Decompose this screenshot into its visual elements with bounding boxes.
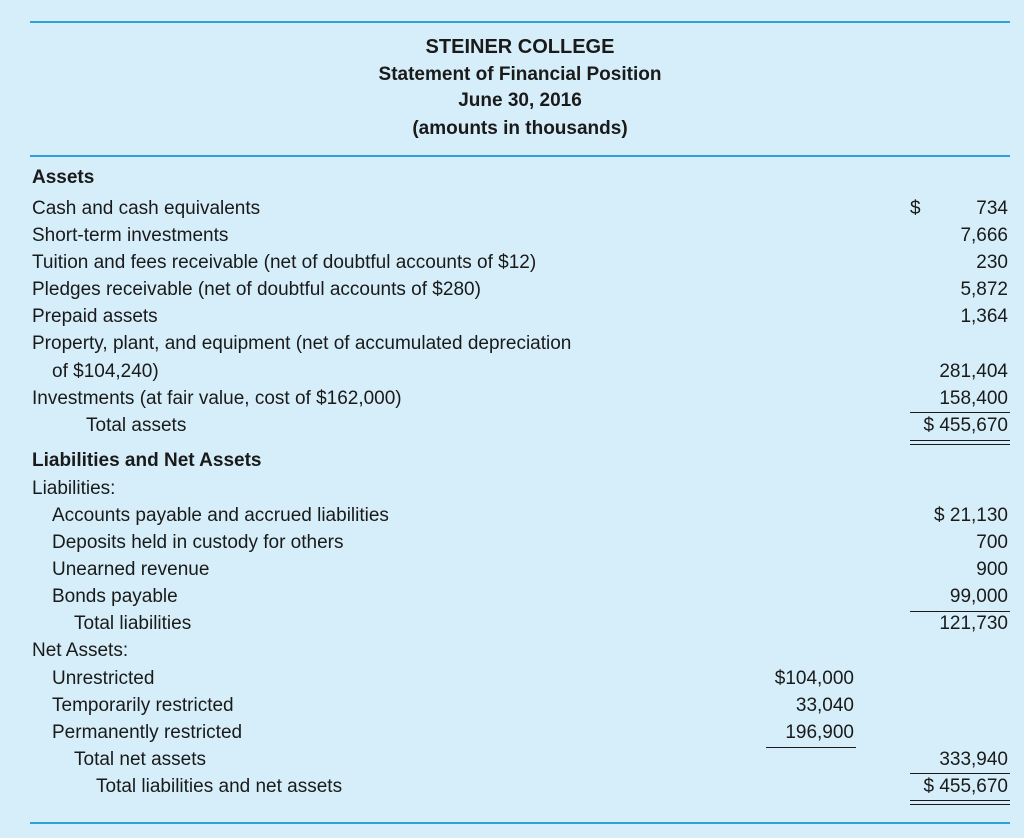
- total-assets-value: $ 455,670: [923, 415, 1008, 436]
- total-net-assets-label: Total net assets: [74, 749, 207, 770]
- tuition-receivable-value: 230: [976, 252, 1008, 273]
- total-liabilities-net-assets-label: Total liabilities and net assets: [96, 776, 343, 797]
- top-rule: [30, 21, 1010, 23]
- total-liabilities-label: Total liabilities: [74, 613, 192, 634]
- statement-title: Statement of Financial Position: [378, 64, 662, 85]
- cash-label: Cash and cash equivalents: [32, 198, 261, 219]
- unrestricted-value: $104,000: [774, 668, 854, 689]
- amounts-note: (amounts in thousands): [412, 118, 628, 139]
- permanently-restricted-value: 196,900: [785, 722, 854, 743]
- net-assets-subheading: Net Assets:: [32, 640, 129, 661]
- accounts-payable-value: $ 21,130: [934, 505, 1008, 526]
- investments-label: Investments (at fair value, cost of $162,000): [32, 388, 402, 409]
- college-name: STEINER COLLEGE: [425, 36, 615, 58]
- short-term-investments-value: 7,666: [960, 225, 1008, 246]
- bonds-underline: [910, 611, 1010, 612]
- short-term-investments-label: Short-term investments: [32, 225, 229, 246]
- temporarily-restricted-label: Temporarily restricted: [52, 695, 234, 716]
- permanently-restricted-label: Permanently restricted: [52, 722, 243, 743]
- deposits-held-label: Deposits held in custody for others: [52, 532, 344, 553]
- ppe-label-line1: Property, plant, and equipment (net of accumulated depreciation: [32, 333, 572, 354]
- prepaid-assets-label: Prepaid assets: [32, 306, 158, 327]
- total-liabilities-value: 121,730: [939, 613, 1008, 634]
- unrestricted-label: Unrestricted: [52, 668, 155, 689]
- statement-date: June 30, 2016: [458, 90, 582, 111]
- deposits-held-value: 700: [976, 532, 1008, 553]
- cash-value: 734: [976, 198, 1008, 219]
- tuition-receivable-label: Tuition and fees receivable (net of doubtful accounts of $12): [32, 252, 537, 273]
- grand-total-double-underline-2: [910, 804, 1010, 805]
- investments-underline: [910, 412, 1010, 413]
- liabilities-subheading: Liabilities:: [32, 478, 116, 499]
- cash-dollar-sign: $: [910, 198, 921, 219]
- assets-heading: Assets: [32, 167, 95, 188]
- permanently-restricted-underline: [766, 747, 856, 748]
- unearned-revenue-label: Unearned revenue: [52, 559, 210, 580]
- grand-total-double-underline-1: [910, 800, 1010, 801]
- temporarily-restricted-value: 33,040: [795, 695, 854, 716]
- total-net-assets-underline: [910, 773, 1010, 774]
- pledges-receivable-value: 5,872: [960, 279, 1008, 300]
- total-assets-double-underline-1: [910, 440, 1010, 441]
- pledges-receivable-label: Pledges receivable (net of doubtful accounts of $280): [32, 279, 481, 300]
- total-assets-double-underline-2: [910, 444, 1010, 445]
- ppe-label-line2: of $104,240): [52, 361, 159, 382]
- accounts-payable-label: Accounts payable and accrued liabilities: [52, 505, 389, 526]
- bonds-payable-value: 99,000: [949, 586, 1008, 607]
- unearned-revenue-value: 900: [976, 559, 1008, 580]
- total-net-assets-value: 333,940: [939, 749, 1008, 770]
- total-liabilities-net-assets-value: $ 455,670: [923, 776, 1008, 797]
- ppe-value: 281,404: [939, 361, 1008, 382]
- prepaid-assets-value: 1,364: [960, 306, 1008, 327]
- bonds-payable-label: Bonds payable: [52, 586, 178, 607]
- liabilities-net-assets-heading: Liabilities and Net Assets: [32, 450, 262, 471]
- total-assets-label: Total assets: [86, 415, 187, 436]
- investments-value: 158,400: [939, 388, 1008, 409]
- bottom-rule: [30, 822, 1010, 824]
- header-rule: [30, 155, 1010, 157]
